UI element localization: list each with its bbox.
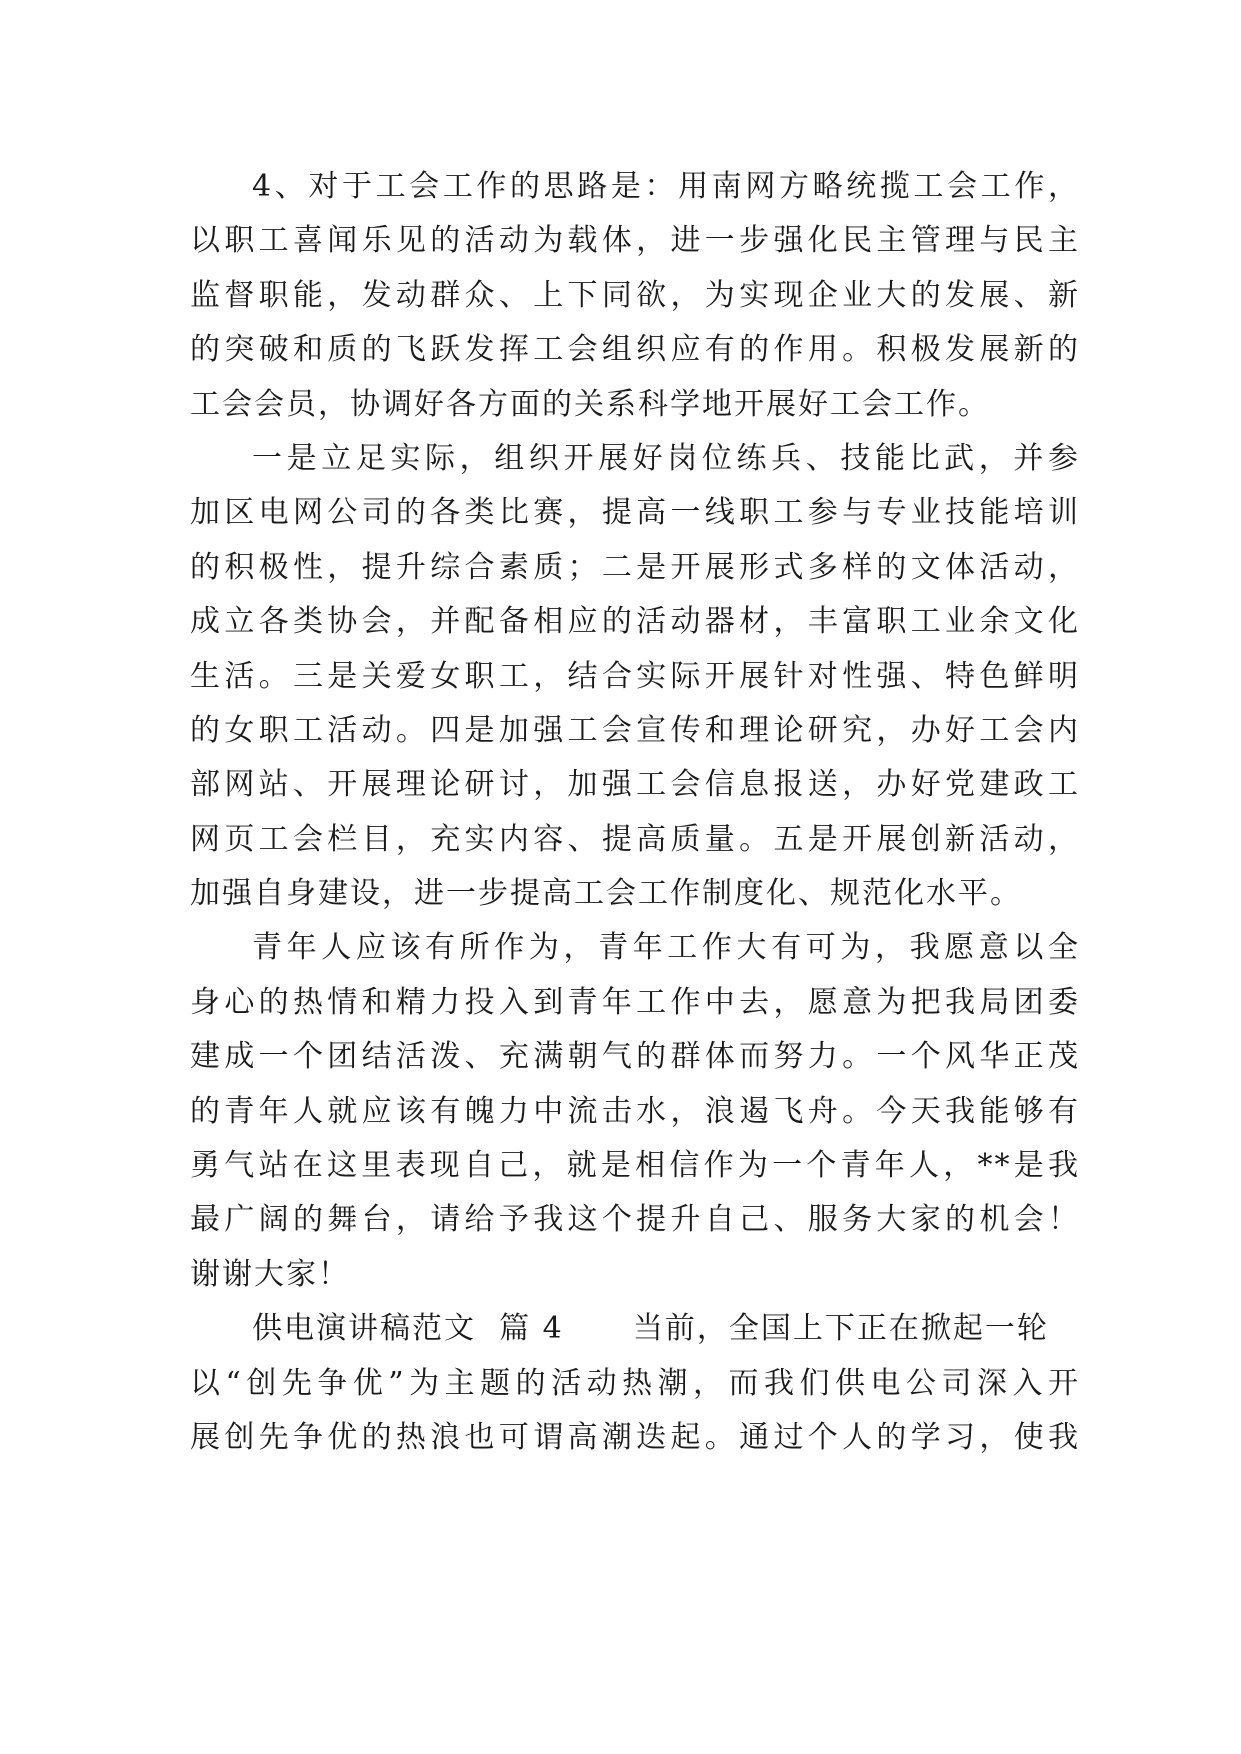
text-line: 一是立足实际，组织开展好岗位练兵、技能比武，并参 [252, 440, 1080, 476]
text-line: 展创先争优的热浪也可谓高潮迭起。通过个人的学习，使我 [190, 1419, 1080, 1455]
text-line: 最广阔的舞台，请给予我这个提升自己、服务大家的机会！ [190, 1202, 1080, 1238]
text-line: 身心的热情和精力投入到青年工作中去，愿意为把我局团委 [190, 984, 1080, 1020]
text-line: 供电演讲稿范文 篇 4 当前，全国上下正在掀起一轮 [252, 1311, 1049, 1347]
paragraph-measures-list [190, 432, 1080, 922]
document-body [190, 160, 1080, 1465]
text-line: 部网站、开展理论研讨，加强工会信息报送，办好党建政工 [190, 767, 1080, 803]
text-line: 的积极性，提升综合素质；二是开展形式多样的文体活动， [190, 549, 1080, 585]
text-line: 4、对于工会工作的思路是：用南网方略统揽工会工作， [252, 169, 1080, 204]
paragraph-union-work-approach [190, 160, 1080, 432]
text-line: 加区电网公司的各类比赛，提高一线职工参与专业技能培训 [190, 495, 1080, 531]
text-line: 的突破和质的飞跃发挥工会组织应有的作用。积极发展新的 [190, 332, 1080, 368]
text-line: 勇气站在这里表现自己，就是相信作为一个青年人，**是我 [190, 1148, 1080, 1184]
text-line: 工会会员，协调好各方面的关系科学地开展好工会工作。 [190, 386, 990, 422]
text-line: 以“创先争优”为主题的活动热潮，而我们供电公司深入开 [190, 1365, 1080, 1401]
paragraph-speech-sample-4 [190, 1302, 1080, 1465]
text-line: 的青年人就应该有魄力中流击水，浪遏飞舟。今天我能够有 [190, 1093, 1080, 1129]
text-line: 加强自身建设，进一步提高工会工作制度化、规范化水平。 [190, 876, 1022, 912]
text-line: 监督职能，发动群众、上下同欲，为实现企业大的发展、新 [190, 277, 1080, 313]
text-line: 成立各类协会，并配备相应的活动器材，丰富职工业余文化 [190, 604, 1080, 640]
text-line: 的女职工活动。四是加强工会宣传和理论研究，办好工会内 [190, 712, 1080, 748]
text-line: 生活。三是关爱女职工，结合实际开展针对性强、特色鲜明 [190, 658, 1080, 694]
text-line: 青年人应该有所作为，青年工作大有可为，我愿意以全 [252, 930, 1080, 966]
text-line: 建成一个团结活泼、充满朝气的群体而努力。一个风华正茂 [190, 1039, 1080, 1075]
paragraph-youth-closing [190, 921, 1080, 1302]
text-line: 谢谢大家！ [190, 1256, 350, 1292]
text-line: 以职工喜闻乐见的活动为载体，进一步强化民主管理与民主 [190, 223, 1080, 259]
text-line: 网页工会栏目，充实内容、提高质量。五是开展创新活动， [190, 821, 1080, 857]
